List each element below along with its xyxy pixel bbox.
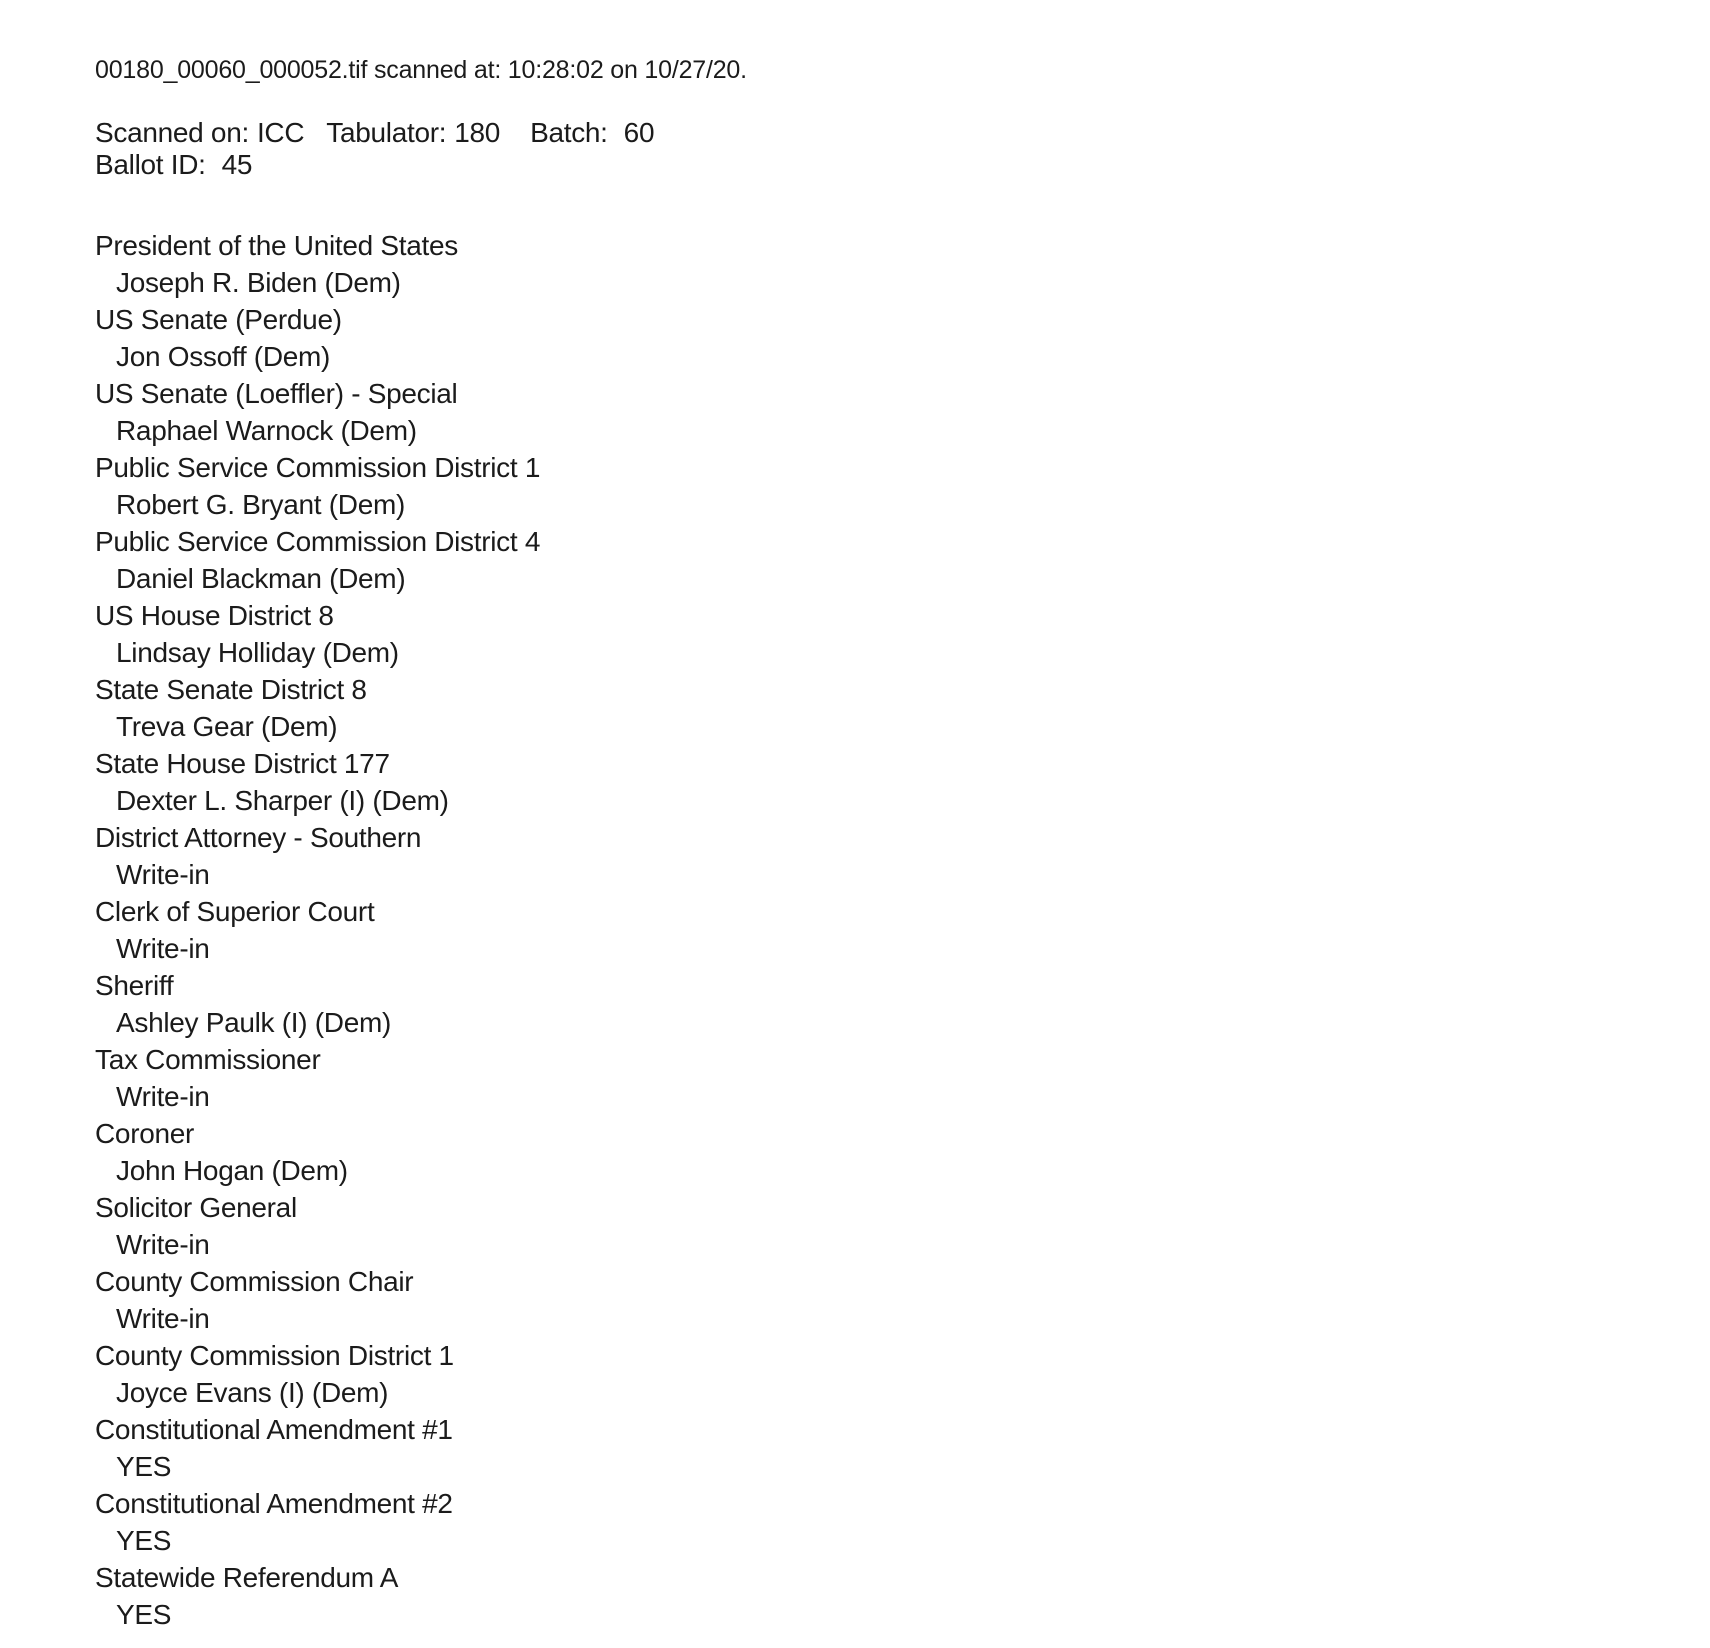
tabulator-group: [326, 117, 500, 148]
contest-choice: Write-in: [116, 1229, 210, 1260]
contest-block: [95, 1189, 1650, 1263]
contest-block: [95, 893, 1650, 967]
contest-choice: YES: [116, 1525, 172, 1556]
contest-title: US Senate (Loeffler) - Special: [95, 378, 458, 409]
contest-block: [95, 597, 1650, 671]
contest-choice: Ashley Paulk (I) (Dem): [116, 1007, 392, 1038]
contest-title: Constitutional Amendment #1: [95, 1414, 453, 1445]
contest-choice: Write-in: [116, 859, 210, 890]
scanned-on-label: Scanned on:: [95, 117, 249, 148]
contest-title: Clerk of Superior Court: [95, 896, 375, 927]
scan-filename-line: 00180_00060_000052.tif scanned at: 10:28:02 on 10/27/20.: [95, 56, 747, 84]
contest-title: President of the United States: [95, 230, 458, 261]
contest-title: Statewide Referendum A: [95, 1562, 399, 1593]
contest-title: Sheriff: [95, 970, 174, 1001]
contest-title: Solicitor General: [95, 1192, 297, 1223]
contest-block: [95, 1263, 1650, 1337]
contest-choice: Joyce Evans (I) (Dem): [116, 1377, 389, 1408]
contest-block: [95, 1485, 1650, 1559]
tabulator-label: Tabulator:: [326, 117, 447, 148]
contest-block: [95, 745, 1650, 819]
contest-title: Coroner: [95, 1118, 195, 1149]
contest-title: Constitutional Amendment #2: [95, 1488, 453, 1519]
contest-choice: Daniel Blackman (Dem): [116, 563, 406, 594]
contest-title: Public Service Commission District 1: [95, 452, 541, 483]
contest-title: Tax Commissioner: [95, 1044, 321, 1075]
ballot-id-line: [95, 149, 1650, 181]
scanned-on-value: ICC: [256, 117, 305, 148]
contest-block: [95, 1411, 1650, 1485]
contest-block: [95, 449, 1650, 523]
contest-title: State House District 177: [95, 748, 390, 779]
contest-choice: Write-in: [116, 1081, 210, 1112]
contest-block: [95, 671, 1650, 745]
contest-block: [95, 523, 1650, 597]
contest-title: District Attorney - Southern: [95, 822, 422, 853]
contest-choice: Treva Gear (Dem): [116, 711, 338, 742]
contest-choice: Joseph R. Biden (Dem): [116, 267, 401, 298]
contest-block: [95, 375, 1650, 449]
contest-choice: Lindsay Holliday (Dem): [116, 637, 399, 668]
scanned-on-group: [95, 117, 304, 148]
batch-value: 60: [623, 117, 655, 148]
contest-block: [95, 819, 1650, 893]
contest-block: [95, 301, 1650, 375]
contest-choice: Write-in: [116, 1303, 210, 1334]
contest-title: County Commission District 1: [95, 1340, 454, 1371]
contest-block: [95, 227, 1650, 301]
contest-title: County Commission Chair: [95, 1266, 414, 1297]
contest-choice: YES: [116, 1451, 172, 1482]
contest-title: US House District 8: [95, 600, 334, 631]
contest-list: [95, 227, 1650, 1633]
scan-info-line: [95, 117, 1650, 149]
contest-choice: Raphael Warnock (Dem): [116, 415, 417, 446]
ballot-id-label: Ballot ID:: [95, 149, 206, 180]
batch-label: Batch:: [530, 117, 608, 148]
contest-title: US Senate (Perdue): [95, 304, 342, 335]
contest-choice: Write-in: [116, 933, 210, 964]
batch-group: [530, 117, 654, 148]
contest-choice: Robert G. Bryant (Dem): [116, 489, 406, 520]
contest-choice: John Hogan (Dem): [116, 1155, 348, 1186]
contest-title: Public Service Commission District 4: [95, 526, 541, 557]
ballot-id-value: 45: [221, 149, 253, 180]
contest-block: [95, 967, 1650, 1041]
contest-block: [95, 1041, 1650, 1115]
contest-choice: YES: [116, 1599, 172, 1630]
contest-title: State Senate District 8: [95, 674, 367, 705]
contest-block: [95, 1559, 1650, 1633]
contest-block: [95, 1115, 1650, 1189]
contest-block: [95, 1337, 1650, 1411]
contest-choice: Jon Ossoff (Dem): [116, 341, 331, 372]
contest-choice: Dexter L. Sharper (I) (Dem): [116, 785, 449, 816]
tabulator-value: 180: [454, 117, 501, 148]
